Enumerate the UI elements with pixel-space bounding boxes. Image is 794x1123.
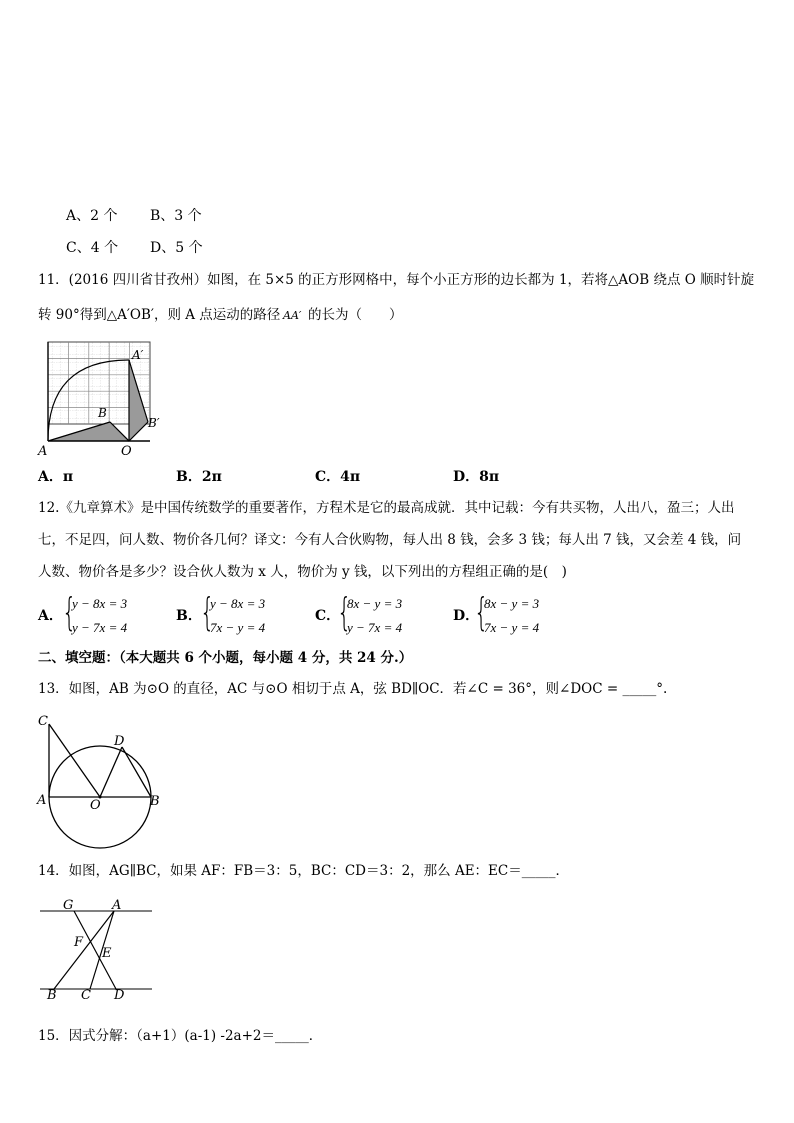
q12-equation: y − 8x = 3: [72, 596, 128, 611]
q12-equation: y − 7x = 4: [347, 620, 403, 635]
q13-label-d: D: [114, 734, 125, 749]
q12-equation: y − 8x = 3: [210, 596, 266, 611]
q15-text: 15．因式分解：（a+1）(a-1) -2a+2＝_____．: [38, 1028, 323, 1044]
q12-equation: 7x − y = 4: [210, 620, 266, 635]
q11-label-a-prime: A′: [132, 348, 144, 362]
q12-equation: y − 7x = 4: [72, 620, 128, 635]
q13-segment-od: [100, 747, 122, 797]
q14-label-a: A: [112, 898, 122, 913]
q12-option-label: C．: [315, 608, 341, 624]
q10-option-d: D、5 个: [150, 240, 203, 256]
q11-text-line1: 11．(2016 四川省甘孜州）如图，在 5×5 的正方形网格中，每个小正方形的边长都为 1，若将△AOB 绕点 O 顺时针旋: [38, 272, 755, 288]
q12-equation: 8x − y = 3: [484, 596, 540, 611]
section-heading-fill-in: 二、填空题：（本大题共 6 个小题，每小题 4 分，共 24 分.）: [38, 650, 413, 666]
q14-label-g: G: [63, 898, 74, 913]
q14-label-b: B: [47, 988, 57, 1003]
q11-label-o: O: [121, 444, 132, 459]
q12-equation: 8x − y = 3: [347, 596, 403, 611]
q14-label-f: F: [74, 935, 84, 950]
q14-label-e: E: [102, 946, 112, 961]
q13-label-c: C: [38, 714, 48, 729]
q12-option-label: B．: [176, 608, 202, 624]
q11-option-c: C．4π: [315, 469, 361, 485]
q12-option-label: D．: [453, 608, 480, 624]
q10-option-b: B、3 个: [150, 208, 202, 224]
q13-circle-figure: [34, 712, 164, 852]
q12-text-line2: 七，不足四，问人数、物价各几何？译文：今有人合伙购物，每人出 8 钱，会多 3 钱；每人出 7 钱，又会差 4 钱，问: [38, 532, 742, 548]
q13-label-o: O: [90, 798, 101, 813]
q11-option-d: D．8π: [453, 469, 500, 485]
q14-text: 14．如图，AG∥BC，如果 AF：FB＝3：5，BC：CD＝3：2，那么 AE：EC＝_____．: [38, 863, 569, 879]
q12-equation: 7x − y = 4: [484, 620, 540, 635]
q11-option-b: B．2π: [176, 469, 222, 485]
q12-text-line3: 人数、物价各是多少？设合伙人数为 x 人，物价为 y 钱，以下列出的方程组正确的是( ): [38, 564, 567, 580]
q13-label-b: B: [150, 794, 160, 809]
q13-segment-co: [49, 724, 100, 797]
q11-label-b: B: [98, 406, 107, 420]
q14-label-c: C: [81, 988, 91, 1003]
q10-option-c: C、4 个: [66, 240, 119, 256]
q11-label-a: A: [38, 444, 48, 459]
q11-arc-symbol: AA′: [283, 309, 302, 322]
q11-text-line2: 转 90°得到△A′OB′，则 A 点运动的路径: [38, 307, 281, 323]
q11-triangle-aob: [48, 422, 129, 441]
q13-chord-bd: [122, 747, 151, 797]
q12-text-line1: 12.《九章算术》是中国传统数学的重要著作，方程术是它的最高成就．其中记载：今有共买物，人出八，盈三；人出: [38, 500, 735, 516]
q14-label-d: D: [114, 988, 125, 1003]
q13-label-a: A: [37, 793, 47, 808]
q11-option-a: A．π: [38, 469, 74, 485]
q10-option-a: A、2 个: [66, 208, 118, 224]
q11-grid-figure: [36, 338, 166, 458]
q11-text-line2-end: 的长为（ ）: [308, 307, 403, 323]
q11-label-b-prime: B′: [148, 416, 160, 430]
q13-text: 13．如图，AB 为⊙O 的直径，AC 与⊙O 相切于点 A，弦 BD∥OC．若∠C = 36°，则∠DOC = _____°.: [38, 681, 668, 697]
q12-option-label: A．: [38, 608, 63, 624]
